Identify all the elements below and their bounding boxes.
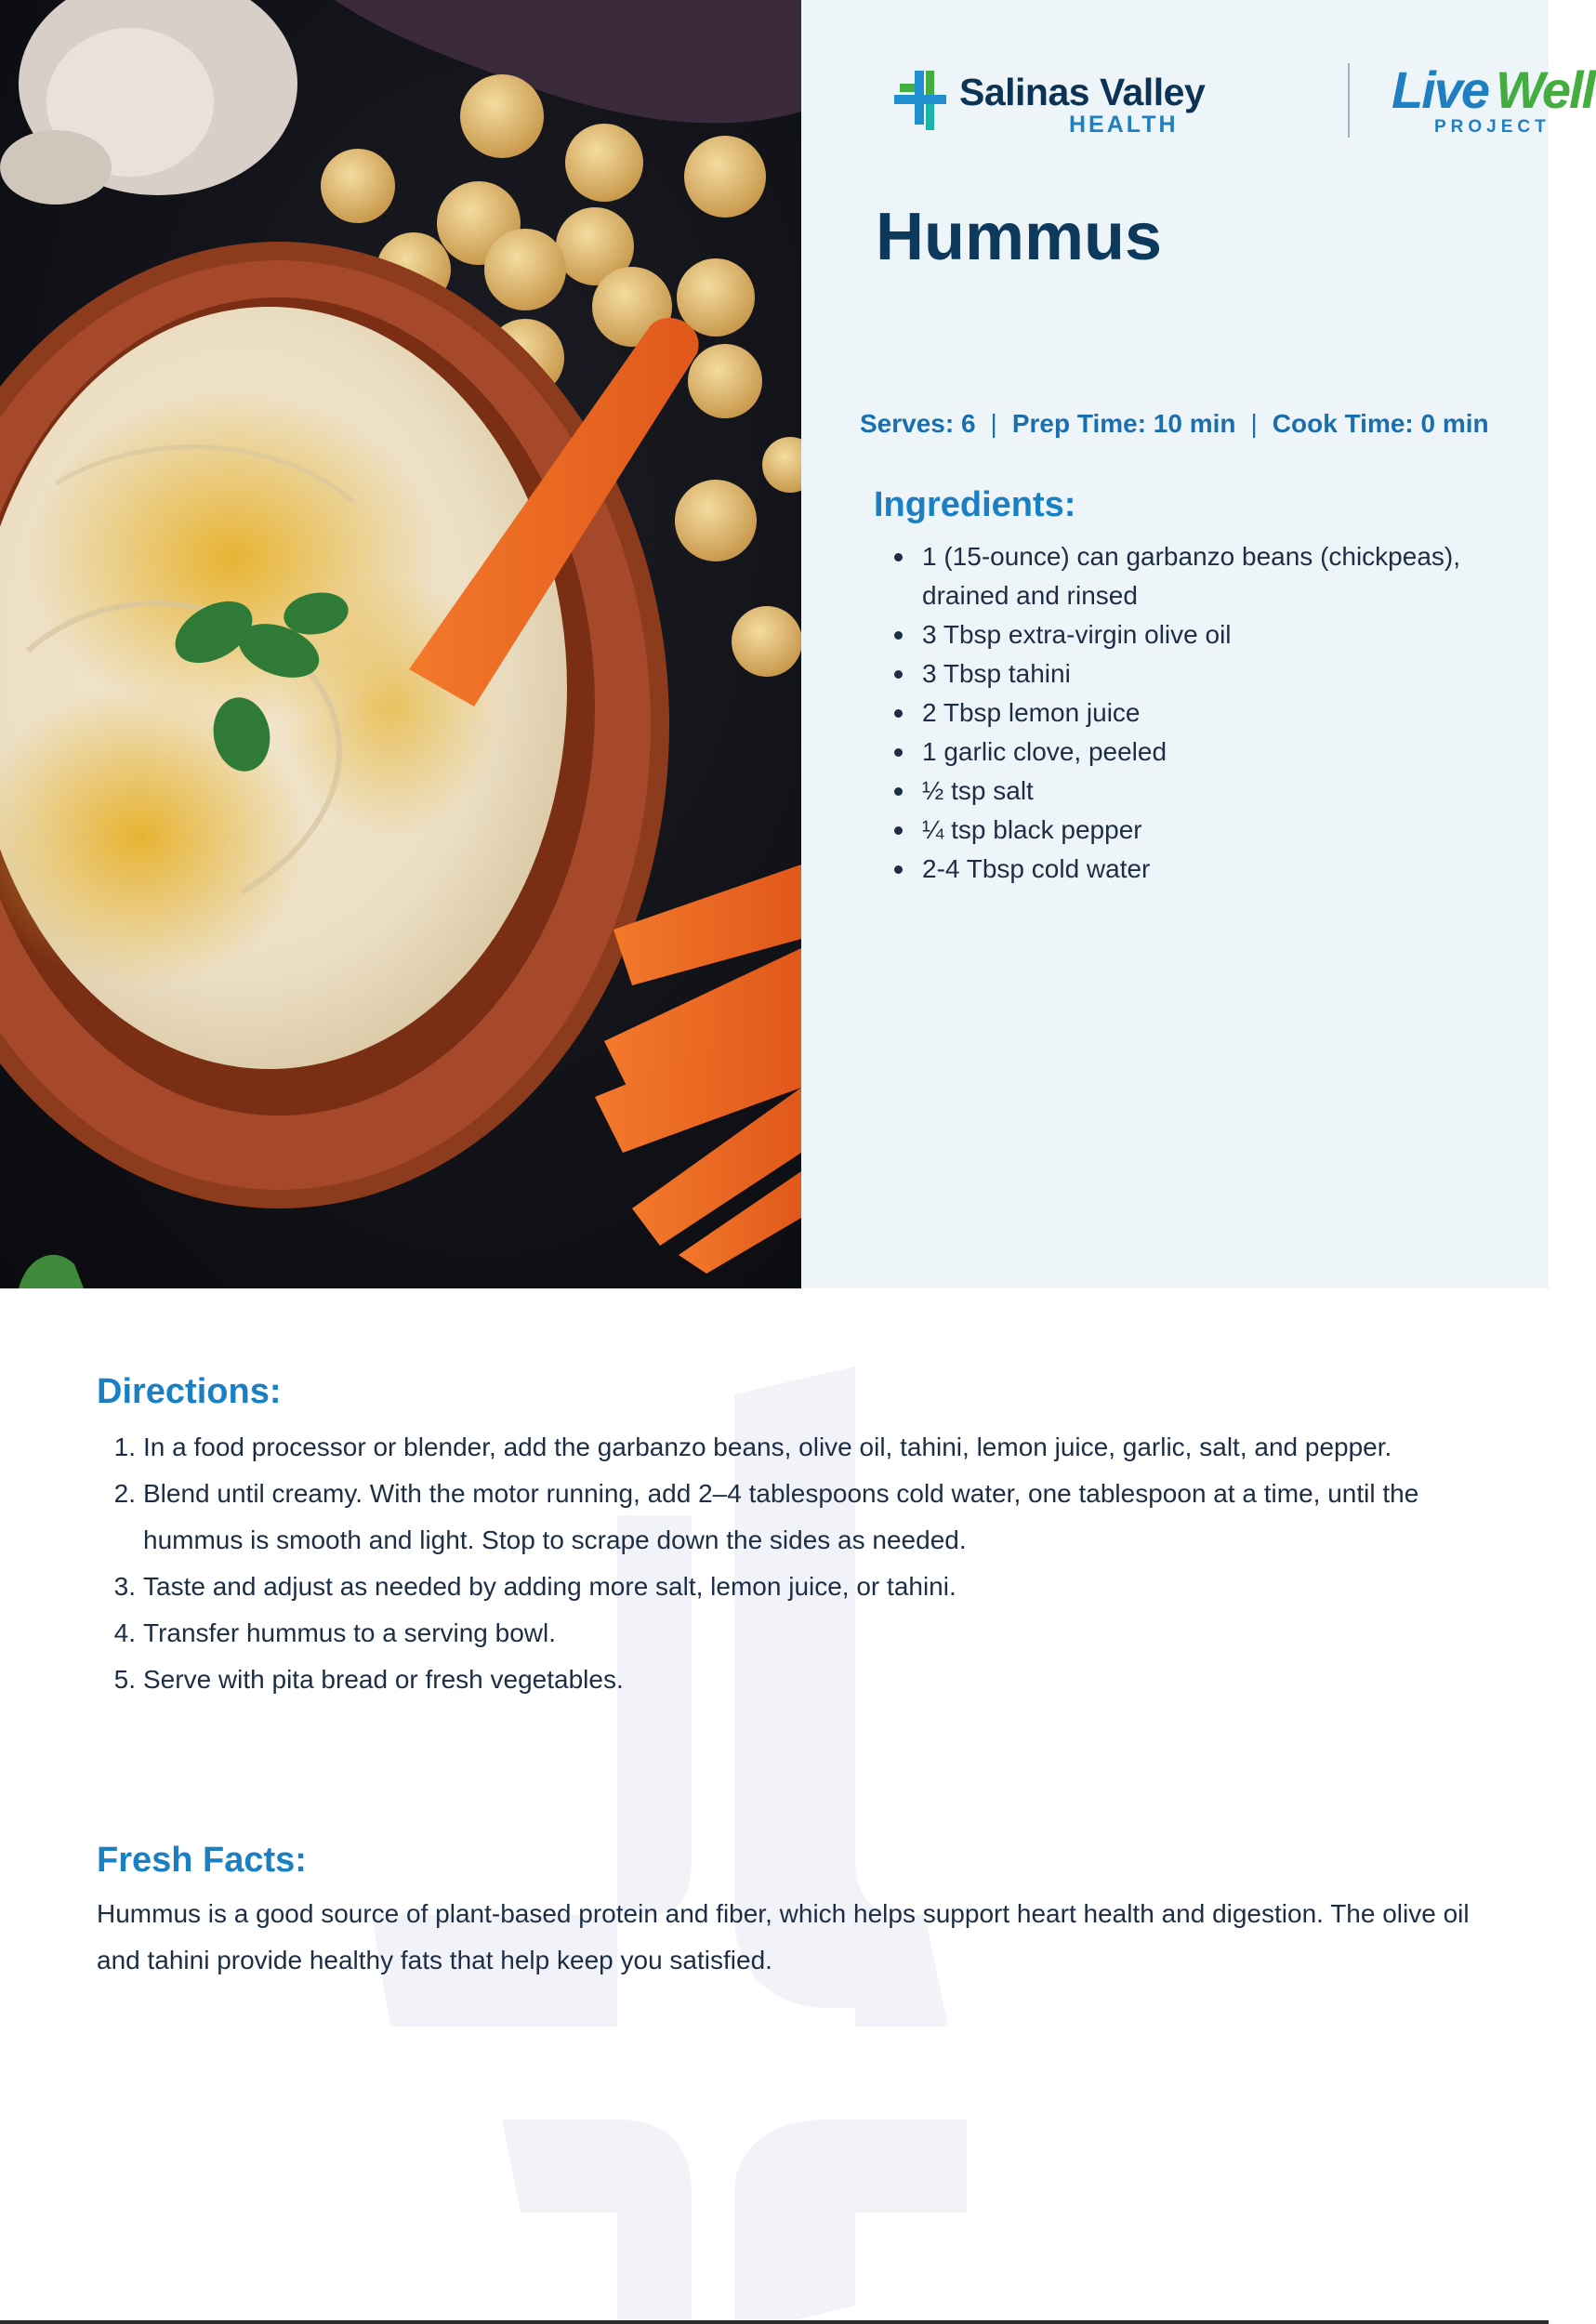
- meta-separator: |: [1250, 409, 1258, 438]
- cook-time-text: Cook Time: 0 min: [1272, 409, 1489, 438]
- serves-text: Serves: 6: [860, 409, 976, 438]
- direction-step: [106, 1564, 1444, 1610]
- ingredient-item: 3 Tbsp extra-virgin olive oil: [922, 615, 1498, 654]
- step-text: Taste and adjust as needed by adding more salt, lemon juice, or tahini.: [143, 1572, 956, 1601]
- hummus-photo: [0, 0, 801, 1288]
- direction-step: [106, 1424, 1444, 1471]
- live-well-live-text: Live: [1392, 60, 1489, 119]
- live-well-project-logo: [1392, 59, 1596, 143]
- logo-row: [894, 59, 1595, 143]
- step-text: Serve with pita bread or fresh vegetables.: [143, 1665, 624, 1694]
- step-number: 3.: [113, 1572, 136, 1601]
- ingredient-item: ½ tsp salt: [922, 772, 1498, 811]
- ingredients-heading: Ingredients:: [874, 485, 1076, 524]
- ingredients-list: [922, 537, 1498, 889]
- prep-time-text: Prep Time: 10 min: [1011, 409, 1236, 438]
- ingredient-item: 1 (15-ounce) can garbanzo beans (chickpeas), drained and rinsed: [922, 537, 1498, 615]
- meta-separator: |: [990, 409, 997, 438]
- ingredient-item: 1 garlic clove, peeled: [922, 733, 1498, 772]
- directions-heading: Directions:: [97, 1372, 282, 1411]
- step-number: 4.: [113, 1618, 136, 1647]
- bowl-shape: [0, 242, 669, 1208]
- step-number: 5.: [113, 1665, 136, 1694]
- fresh-facts-text: Hummus is a good source of plant-based protein and fiber, which helps support heart health and digestion. The olive oil and tahini provide healthy fats that help keep you satisfied.: [97, 1899, 1470, 1974]
- ingredient-item: 2 Tbsp lemon juice: [922, 693, 1498, 733]
- step-text: Transfer hummus to a serving bowl.: [143, 1618, 557, 1647]
- svh-sub-text: HEALTH: [1069, 112, 1179, 138]
- direction-step: [106, 1657, 1444, 1703]
- garlic-shape: [0, 0, 297, 205]
- direction-step: [106, 1471, 1444, 1564]
- svh-name-text: Salinas Valley: [959, 71, 1206, 113]
- logo-divider: [1348, 63, 1350, 138]
- plus-cross-icon: [894, 71, 954, 130]
- direction-step: [106, 1610, 1444, 1657]
- ingredient-item: 3 Tbsp tahini: [922, 654, 1498, 693]
- recipe-info-panel: [801, 0, 1595, 1288]
- carrot-sticks-group: [595, 865, 801, 1274]
- step-number: 1.: [113, 1433, 136, 1461]
- salinas-valley-health-logo: [894, 59, 1247, 143]
- live-well-project-text: PROJECT: [1434, 117, 1550, 137]
- live-well-well-text: Well: [1496, 60, 1595, 119]
- step-text: Blend until creamy. With the motor running, add 2–4 tablespoons cold water, one tablespoon at a time, until the hummus is smooth and light. Stop to scrape down the sides as needed.: [143, 1479, 1419, 1554]
- recipe-title: Hummus: [876, 200, 1163, 274]
- directions-list: [106, 1424, 1444, 1703]
- fresh-facts-heading: Fresh Facts:: [97, 1841, 307, 1880]
- ingredient-item: 2-4 Tbsp cold water: [922, 850, 1498, 889]
- recipe-meta-row: [860, 409, 1489, 439]
- cloth-shape: [335, 0, 801, 123]
- step-number: 2.: [113, 1479, 136, 1508]
- leaf-shape: [19, 1255, 84, 1288]
- ingredient-item: ¼ tsp black pepper: [922, 811, 1498, 850]
- bottom-rule: [0, 2320, 1549, 2324]
- step-text: In a food processor or blender, add the garbanzo beans, olive oil, tahini, lemon juice, garlic, salt, and pepper.: [143, 1433, 1392, 1461]
